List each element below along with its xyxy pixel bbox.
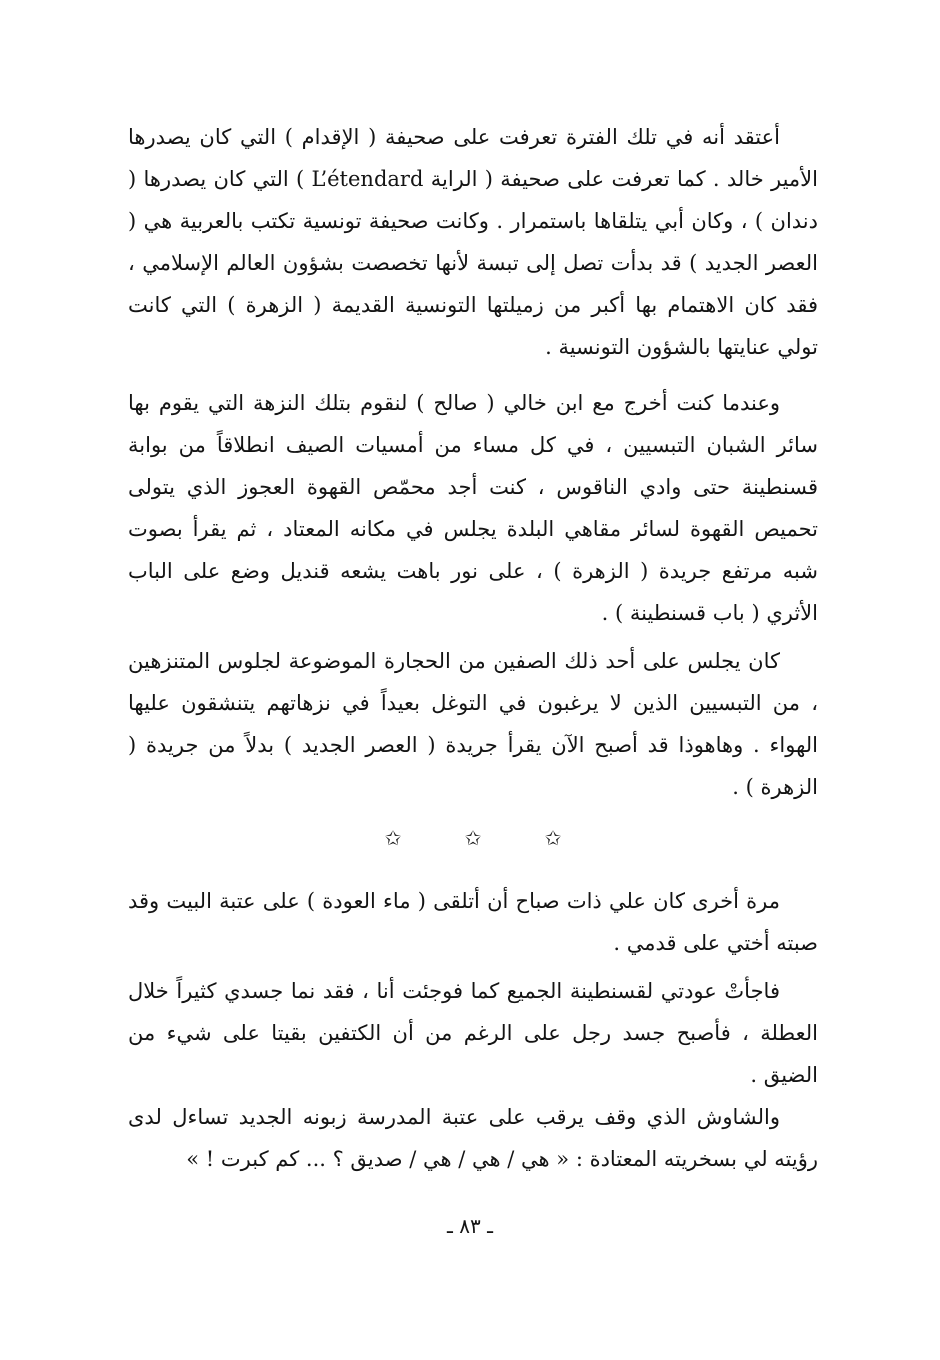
paragraph-reader-bench: كان يجلس على أحد ذلك الصفين من الحجارة الموضوعة لجلوس المتنزهين ، من التبسيين الذين لا يرغبون في التوغل بعيداً في نزهاتهم يتنشقون عليها الهواء . وهاهوذا قد أصبح الآن يقرأ جريدة ( العصر الجديد ) بدلاً من جريدة ( الزهرة ) . [128,649,818,799]
star-icon: ✩ [384,826,402,850]
paragraph-grown-body: فاجأتْ عودتي لقسنطينة الجميع كما فوجئت أنا ، فقد نما جسدي كثيراً خلال العطلة ، فأصبح جسد رجل على الرغم من أن الكتفين بقيتا على شيء من الضيق . [128,979,818,1087]
page-number: ـ ٨٣ ـ [447,1214,493,1238]
paragraph-janitor-remark: والشاوش الذي وقف يرقب على عتبة المدرسة زبونه الجديد تساءل لدى رؤيته لي بسخريته المعتادة : « هي / هي / هي / صديق ؟ ... كم كبرت ! » [128,1105,818,1171]
star-icon: ✩ [544,826,562,850]
star-icon: ✩ [464,826,482,850]
paragraph-evening-walk: وعندما كنت أخرج مع ابن خالي ( صالح ) لنقوم بتلك النزهة التي يقوم بها سائر الشبان التبسيين ، في كل مساء من أمسيات الصيف انطلاقاً من بوابة قسنطينة حتى وادي الناقوس ، كنت أجد محمّص القهوة العجوز الذي يتولى تحميص القهوة لسائر مقاهي البلدة يجلس في مكانه المعتاد ، ثم يقرأ بصوت شبه مرتفع جريدة ( الزهرة ) ، على نور باهت يشعه قنديل وضع على الباب الأثري ( باب قسنطينة ) . [128,391,818,625]
paragraph-return-water: مرة أخرى كان علي ذات صباح أن أتلقى ( ماء العودة ) على عتبة البيت وقد صبته أختي على قدمي . [128,889,818,955]
page-body [128,116,818,1180]
section-separator [128,824,818,852]
paragraph-newspapers: أعتقد أنه في تلك الفترة تعرفت على صحيفة ( الإقدام ) التي كان يصدرها الأمير خالد . كما تعرفت على صحيفة ( الراية L’étendard ) التي كان يصدرها ( دندان ) ، وكان أبي يتلقاها باستمرار . وكانت صحيفة تونسية تكتب بالعربية هي ( العصر الجديد ) قد بدأت تصل إلى تبسة لأنها تخصصت بشؤون العالم الإسلامي ، فقد كان الاهتمام بها أكبر من زميلتها التونسية القديمة ( الزهرة ) التي كانت تولي عنايتها بالشؤون التونسية . [128,125,818,359]
